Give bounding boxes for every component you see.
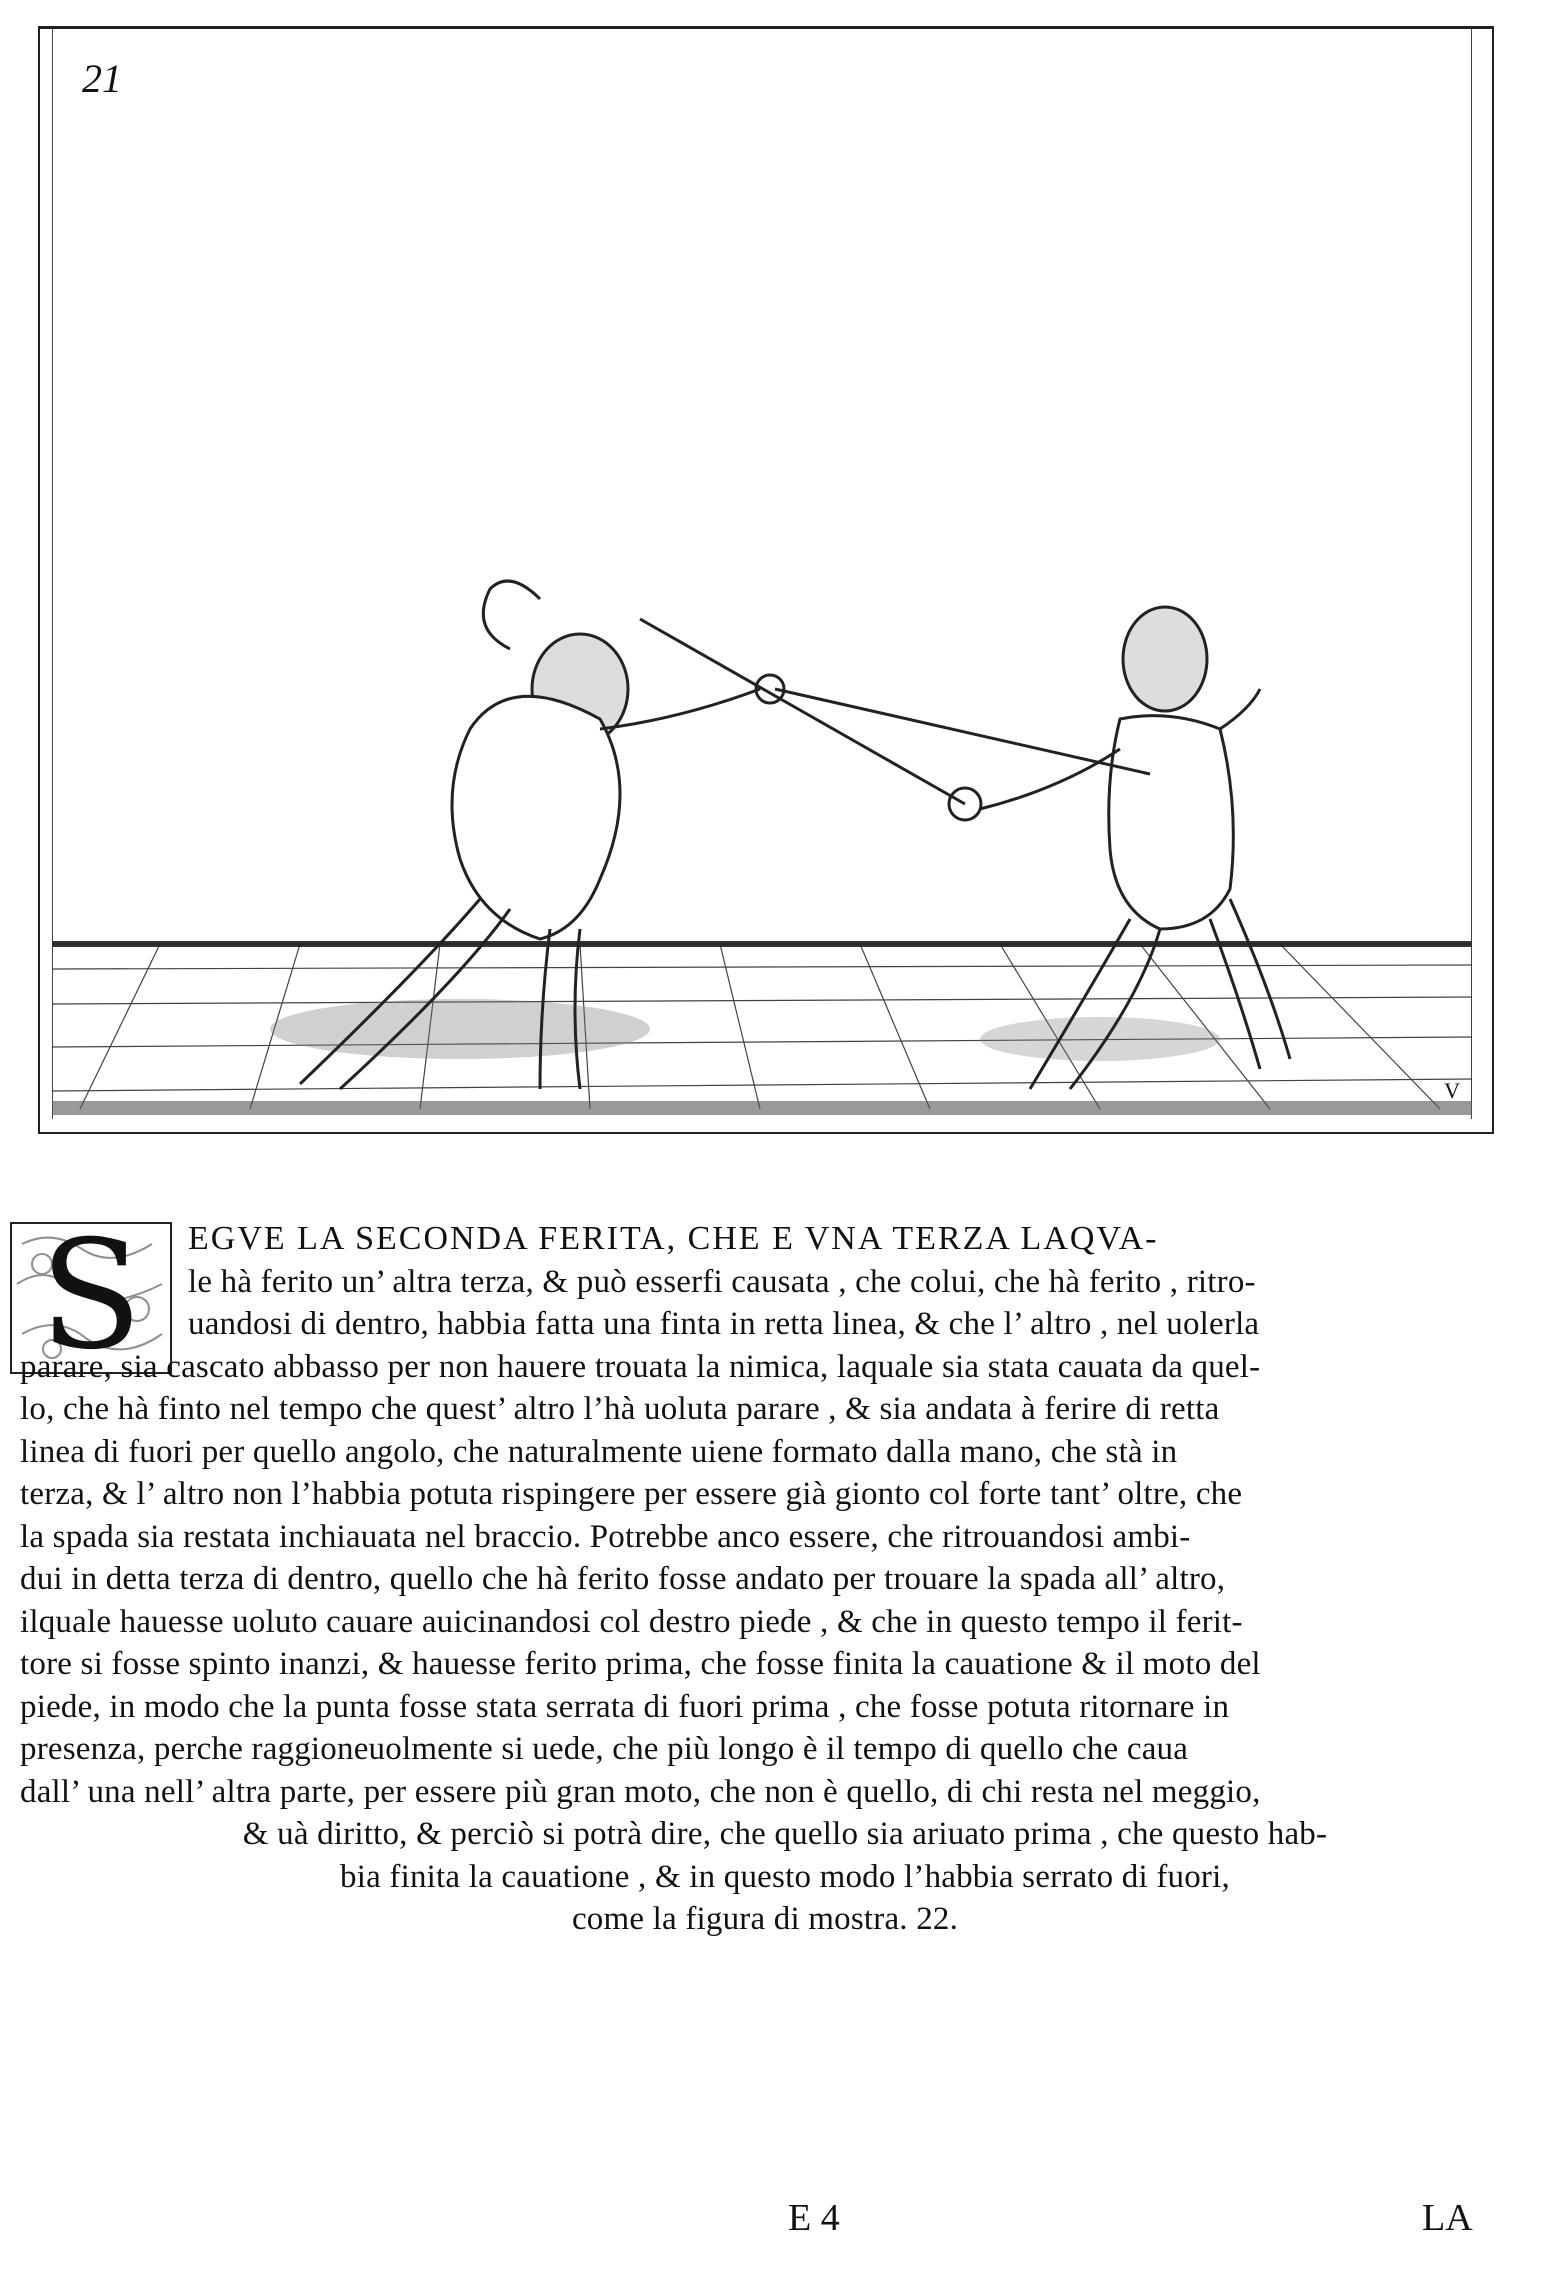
fencing-illustration — [40, 29, 1496, 1137]
text-line: dall’ una nell’ altra parte, per essere più gran moto, che non è quello, di chi resta nel meggio, — [20, 1773, 1261, 1810]
text-line: la spada sia restata inchiauata nel braccio. Potrebbe anco essere, che ritrouandosi ambi- — [20, 1518, 1191, 1555]
text-line: le hà ferito un’ altra terza, & può esserfi causata , che colui, che hà ferito , ritro- — [188, 1263, 1256, 1300]
text-line: dui in detta terza di dentro, quello che hà ferito fosse andato per trouare la spada all’ altro, — [20, 1561, 1226, 1597]
text-line: come la figura di mostra. 22. — [571, 1901, 959, 1937]
text-line: bia finita la cauatione , & in questo modo l’habbia serrato di fuori, — [340, 1858, 1230, 1895]
text-line: parare, sia cascato abbasso per non hauere trouata la nimica, laquale sia stata cauata da quel- — [20, 1348, 1261, 1385]
signature-mark: E 4 — [788, 2197, 840, 2239]
text-line: tore si fosse spinto inanzi, & hauesse ferito prima, che fosse finita la cauatione & il moto del — [20, 1646, 1261, 1682]
text-line: linea di fuori per quello angolo, che naturalmente uiene formato dalla mano, che stà in — [20, 1433, 1178, 1470]
text-line: EGVE LA SECONDA FERITA, CHE E VNA TERZA LAQVA- — [188, 1220, 1159, 1257]
text-line: & uà diritto, & perciò si potrà dire, che quello sia ariuato prima , che questo hab- — [242, 1816, 1328, 1852]
initial-letter: S — [39, 1222, 143, 1374]
text-line: lo, che hà finto nel tempo che quest’ altro l’hà uoluta parare , & sia andata à ferire di retta — [20, 1391, 1220, 1427]
text-line: terza, & l’ altro non l’habbia potuta rispingere per essere già gionto col forte tant’ oltre, che — [20, 1476, 1243, 1512]
plate-number: 21 — [82, 56, 122, 101]
left-fencer-figure — [300, 581, 784, 1089]
right-fencer-figure — [949, 607, 1290, 1089]
catchword: LA — [1422, 2197, 1473, 2239]
text-line: piede, in modo che la punta fosse stata serrata di fuori prima , che fosse potuta ritornare in — [20, 1688, 1230, 1725]
text-line: presenza, perche raggioneuolmente si uede, che più longo è il tempo di quello che caua — [20, 1731, 1189, 1767]
text-line: uandosi di dentro, habbia fatta una finta in retta linea, & che l’ altro , nel uolerla — [188, 1306, 1260, 1342]
engraving-plate — [38, 26, 1494, 1134]
text-line: ilquale hauesse uoluto cauare auicinandosi col destro piede , & che in questo tempo il ferit- — [20, 1603, 1243, 1640]
body-text — [20, 1218, 1510, 1941]
plate-corner-mark: V — [1444, 1078, 1460, 1103]
